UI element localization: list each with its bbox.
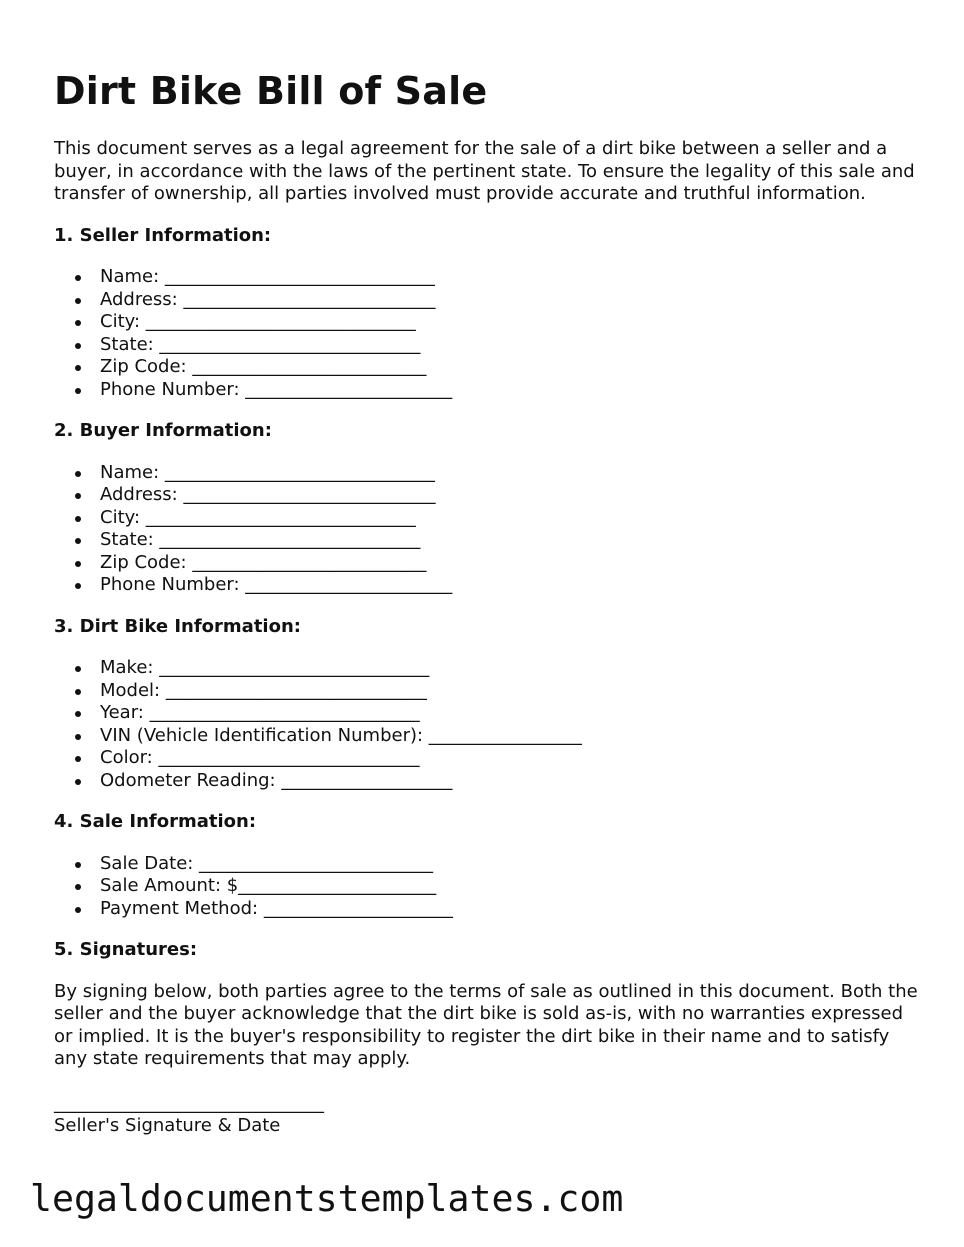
footer-watermark: legaldocumentstemplates.com xyxy=(30,1177,624,1220)
signatures-section-title: 5. Signatures: xyxy=(54,939,198,960)
sale-amount-field: Sale Amount: $______________________ xyxy=(54,875,924,898)
document-page xyxy=(54,66,924,1138)
buyer-city-field: City: ______________________________ xyxy=(54,507,924,530)
seller-signature-label: Seller's Signature & Date xyxy=(54,1115,281,1136)
seller-zip-field: Zip Code: __________________________ xyxy=(54,356,924,379)
buyer-fields-list xyxy=(54,462,924,597)
buyer-section-title: 2. Buyer Information: xyxy=(54,420,272,441)
seller-section-title: 1. Seller Information: xyxy=(54,224,272,246)
payment-method-field: Payment Method: _____________________ xyxy=(54,898,924,921)
seller-phone-field: Phone Number: _______________________ xyxy=(54,379,924,402)
seller-signature-block xyxy=(54,1093,924,1138)
seller-city-field: City: ______________________________ xyxy=(54,311,924,334)
sale-date-field: Sale Date: __________________________ xyxy=(54,853,924,876)
buyer-zip-field: Zip Code: __________________________ xyxy=(54,552,924,575)
seller-state-field: State: _____________________________ xyxy=(54,334,924,357)
buyer-address-field: Address: ____________________________ xyxy=(54,484,924,507)
buyer-phone-field: Phone Number: _______________________ xyxy=(54,574,924,597)
bike-section-title: 3. Dirt Bike Information: xyxy=(54,615,301,637)
sale-fields-list xyxy=(54,853,924,921)
signatures-paragraph: By signing below, both parties agree to the terms of sale as outlined in this document. Both the seller and the buyer acknowledge that the dirt bike is sold as-is, with no warranties expressed or implied. It is the buyer's responsibility to register the dirt bike in their name and to satisfy any state requirements that may apply. xyxy=(54,980,918,1069)
sale-section-title: 4. Sale Information: xyxy=(54,811,257,832)
seller-fields-list xyxy=(54,266,924,401)
buyer-state-field: State: _____________________________ xyxy=(54,529,924,552)
seller-address-field: Address: ____________________________ xyxy=(54,289,924,312)
bike-odometer-field: Odometer Reading: ___________________ xyxy=(54,770,924,793)
bike-fields-list xyxy=(54,657,924,792)
bike-model-field: Model: _____________________________ xyxy=(54,680,924,703)
bike-year-field: Year: ______________________________ xyxy=(54,702,924,725)
seller-signature-line: ______________________________ xyxy=(54,1092,324,1114)
bike-vin-field: VIN (Vehicle Identification Number): _________________ xyxy=(54,725,924,748)
buyer-name-field: Name: ______________________________ xyxy=(54,462,924,485)
seller-name-field: Name: ______________________________ xyxy=(54,266,924,289)
page-title: Dirt Bike Bill of Sale xyxy=(54,69,488,113)
bike-make-field: Make: ______________________________ xyxy=(54,657,924,680)
bike-color-field: Color: _____________________________ xyxy=(54,747,924,770)
intro-paragraph: This document serves as a legal agreement for the sale of a dirt bike between a seller and a buyer, in accordance with the laws of the pertinent state. To ensure the legality of this sale and transfer of ownership, all parties involved must provide accurate and truthful information. xyxy=(54,138,915,204)
